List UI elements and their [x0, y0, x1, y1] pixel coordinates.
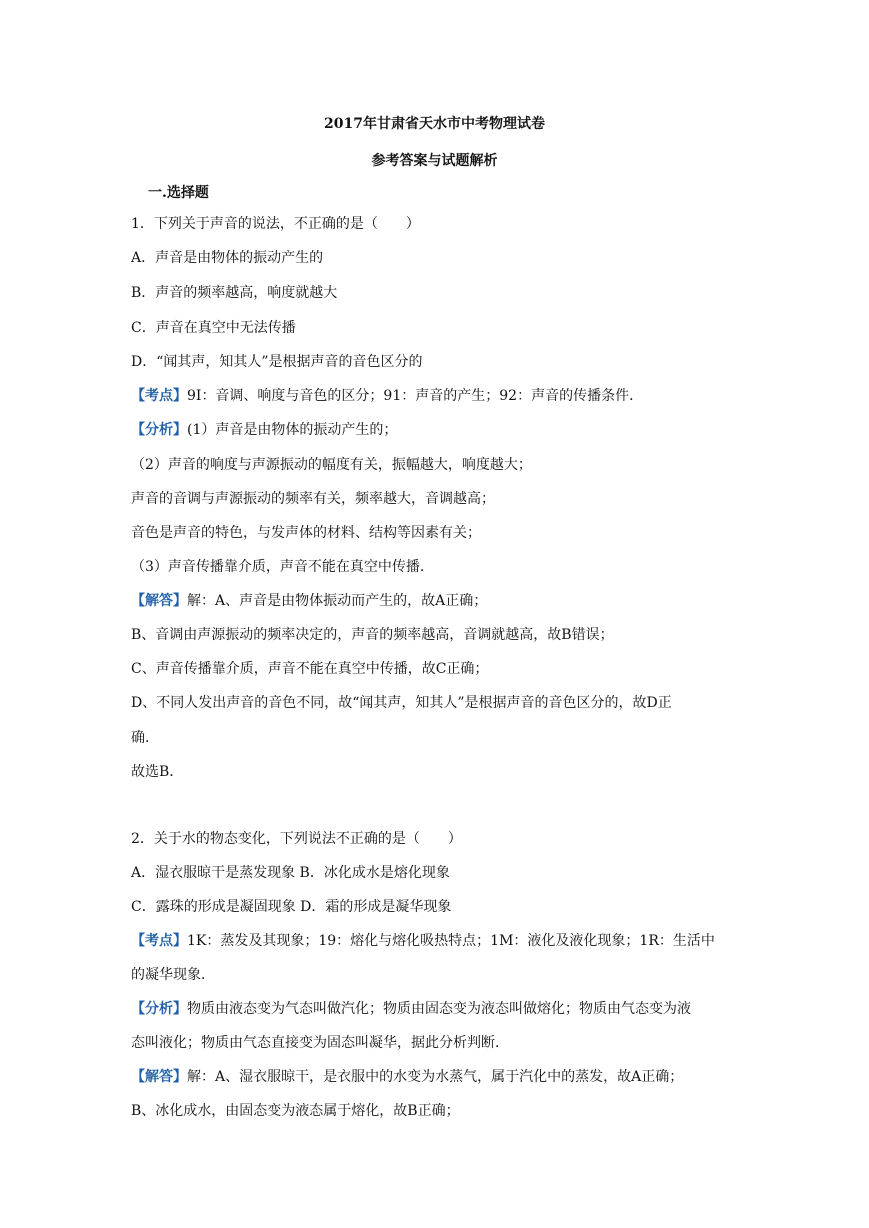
q1-option-a: A．声音是由物体的振动产生的 — [131, 250, 324, 266]
fenxi-tag: 【分析】 — [131, 1001, 187, 1017]
q2-fenxi-cont: 态叫液化；物质由气态直接变为固态叫凝华，据此分析判断． — [131, 1035, 509, 1051]
q2-kaodian-cont: 的凝华现象． — [131, 967, 215, 983]
q1-stem: 1．下列关于声音的说法，不正确的是（ ） — [131, 216, 420, 232]
jieda-tag: 【解答】 — [131, 1069, 187, 1085]
kaodian-tag: 【考点】 — [131, 388, 187, 404]
document-title: 2017年甘肃省天水市中考物理试卷 — [324, 116, 545, 132]
q1-jieda-d-cont: 确． — [131, 730, 159, 746]
q1-option-b: B．声音的频率越高，响度就越大 — [131, 285, 338, 301]
q2-jieda-b: B、冰化成水，由固态变为液态属于熔化，故B正确； — [131, 1103, 460, 1119]
q1-fenxi-line-4: 音色是声音的特色，与发声体的材料、结构等因素有关； — [131, 525, 481, 541]
kaodian-tag: 【考点】 — [131, 933, 187, 949]
section-heading: 一.选择题 — [148, 185, 209, 201]
q2-fenxi — [131, 999, 691, 1019]
q1-jieda-c: C、声音传播靠介质，声音不能在真空中传播，故C正确； — [131, 661, 489, 677]
q2-jieda — [131, 1067, 683, 1087]
q1-option-d: D．“闻其声，知其人”是根据声音的音色区分的 — [131, 354, 423, 370]
fenxi-tag: 【分析】 — [131, 422, 187, 438]
q1-jieda-text: 解：A、声音是由物体振动而产生的，故A正确； — [187, 593, 488, 609]
q2-stem: 2．关于水的物态变化，下列说法不正确的是（ ） — [131, 831, 462, 847]
q1-jieda-d: D、不同人发出声音的音色不同，故“闻其声，知其人”是根据声音的音色区分的，故D正 — [131, 695, 672, 711]
q1-kaodian-text: 9I：音调、响度与音色的区分；91：声音的产生；92：声音的传播条件． — [187, 388, 644, 404]
q2-options-ab: A．湿衣服晾干是蒸发现象 B．冰化成水是熔化现象 — [131, 865, 450, 881]
q1-answer: 故选B． — [131, 764, 184, 780]
q1-fenxi — [131, 420, 397, 440]
q2-jieda-text: 解：A、湿衣服晾干，是衣服中的水变为水蒸气，属于汽化中的蒸发，故A正确； — [187, 1069, 684, 1085]
q2-fenxi-text: 物质由液态变为气态叫做汽化；物质由固态变为液态叫做熔化；物质由气态变为液 — [187, 1001, 691, 1017]
q1-kaodian — [131, 386, 643, 406]
q1-option-c: C．声音在真空中无法传播 — [131, 320, 296, 336]
q1-fenxi-text: (1）声音是由物体的振动产生的； — [187, 422, 398, 438]
q1-fenxi-line-2: （2）声音的响度与声源振动的幅度有关，振幅越大，响度越大； — [131, 457, 532, 473]
q1-jieda — [131, 591, 487, 611]
q2-options-cd: C．露珠的形成是凝固现象 D．霜的形成是凝华现象 — [131, 899, 452, 915]
q2-kaodian — [131, 931, 715, 951]
q2-kaodian-text: 1K：蒸发及其现象；19：熔化与熔化吸热特点；1M：液化及液化现象；1R：生活中 — [187, 933, 715, 949]
jieda-tag: 【解答】 — [131, 593, 187, 609]
q1-jieda-b: B、音调由声源振动的频率决定的，声音的频率越高，音调就越高，故B错误； — [131, 627, 614, 643]
q1-fenxi-line-3: 声音的音调与声源振动的频率有关，频率越大，音调越高； — [131, 491, 495, 507]
q1-fenxi-line-5: （3）声音传播靠介质，声音不能在真空中传播． — [131, 559, 434, 575]
document-subtitle: 参考答案与试题解析 — [371, 153, 498, 169]
